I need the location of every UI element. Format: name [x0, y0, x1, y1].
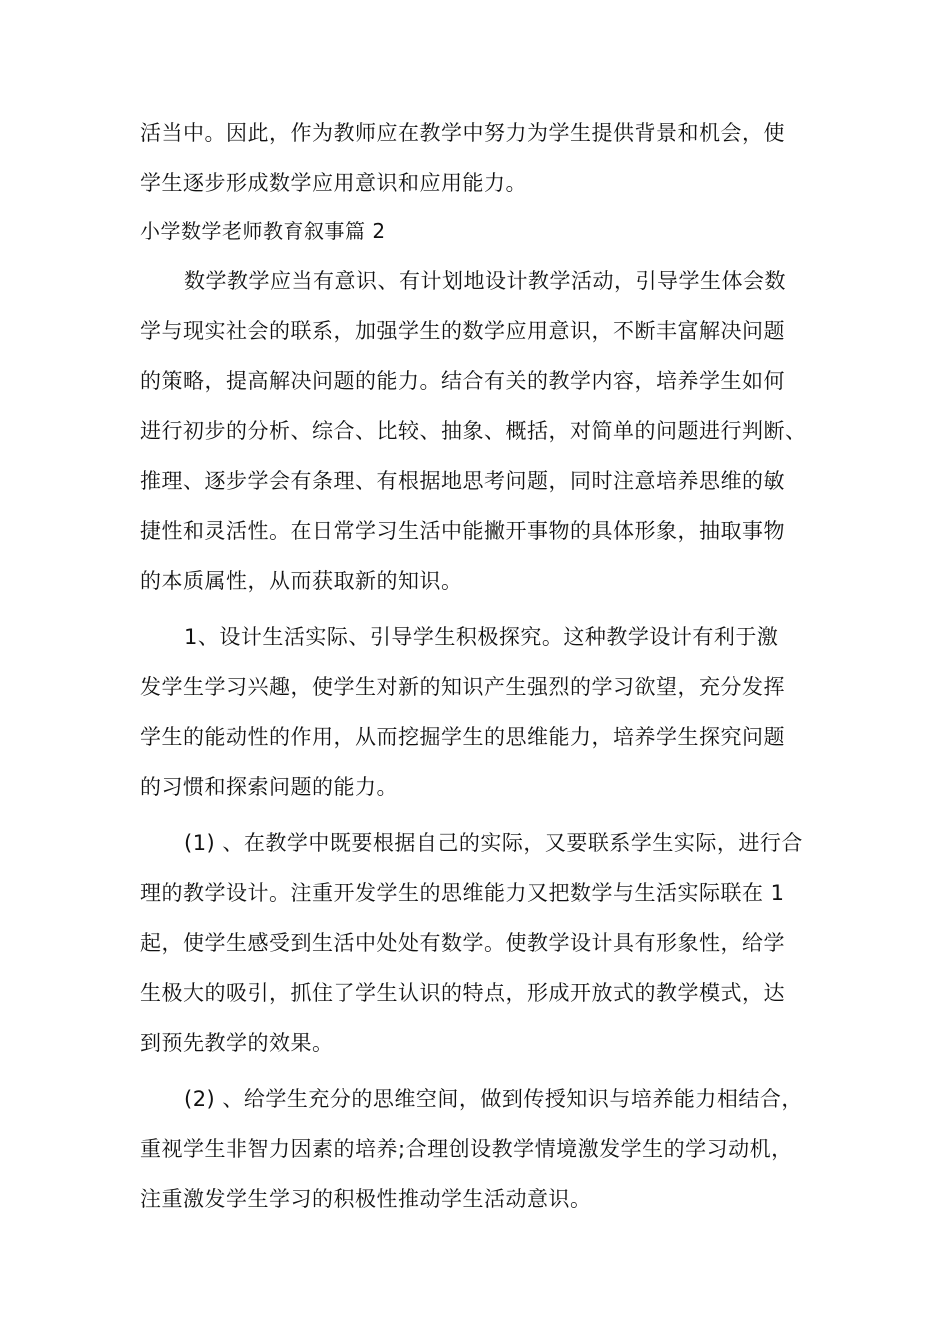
paragraph-line: 学与现实社会的联系，加强学生的数学应用意识，不断丰富解决问题 [140, 319, 785, 343]
paragraph-line: 生极大的吸引，抓住了学生认识的特点，形成开放式的教学模式，达 [140, 981, 785, 1005]
paragraph-line: 起，使学生感受到生活中处处有数学。使教学设计具有形象性，给学 [140, 931, 785, 955]
paragraph-line: 进行初步的分析、综合、比较、抽象、概括，对简单的问题进行判断、 [140, 419, 807, 443]
paragraph-line: 的策略，提高解决问题的能力。结合有关的教学内容，培养学生如何 [140, 369, 785, 393]
section-title: 小学数学老师教育叙事篇 2 [140, 219, 386, 243]
paragraph-line: 到预先教学的效果。 [140, 1031, 334, 1055]
intro-paragraph [140, 108, 830, 208]
paragraph-line: (2) 、给学生充分的思维空间，做到传授知识与培养能力相结合， [184, 1087, 803, 1111]
paragraph-3 [140, 818, 830, 1068]
paragraph-line: 数学教学应当有意识、有计划地设计教学活动，引导学生体会数 [184, 269, 786, 293]
paragraph-line: 注重激发学生学习的积极性推动学生活动意识。 [140, 1187, 592, 1211]
paragraph-line: (1) 、在教学中既要根据自己的实际，又要联系学生实际，进行合 [184, 831, 803, 855]
paragraph-line: 发学生学习兴趣，使学生对新的知识产生强烈的学习欲望，充分发挥 [140, 675, 785, 699]
document-body [140, 108, 830, 1224]
paragraph-line: 学生的能动性的作用，从而挖掘学生的思维能力，培养学生探究问题 [140, 725, 785, 749]
paragraph-line: 推理、逐步学会有条理、有根据地思考问题，同时注意培养思维的敏 [140, 469, 785, 493]
paragraph-2 [140, 612, 830, 812]
paragraph-line: 的习惯和探索问题的能力。 [140, 775, 398, 799]
paragraph-4 [140, 1074, 830, 1224]
paragraph-line: 活当中。因此，作为教师应在教学中努力为学生提供背景和机会，使 [140, 121, 785, 145]
paragraph-line: 1、设计生活实际、引导学生积极探究。这种教学设计有利于激 [184, 625, 779, 649]
paragraph-1 [140, 256, 830, 606]
paragraph-line: 理的教学设计。注重开发学生的思维能力又把数学与生活实际联在 1 [140, 881, 785, 905]
paragraph-line: 重视学生非智力因素的培养;合理创设教学情境激发学生的学习动机， [140, 1137, 793, 1161]
paragraph-line: 的本质属性，从而获取新的知识。 [140, 569, 463, 593]
paragraph-line: 捷性和灵活性。在日常学习生活中能撇开事物的具体形象，抽取事物 [140, 519, 785, 543]
paragraph-line: 学生逐步形成数学应用意识和应用能力。 [140, 171, 527, 195]
